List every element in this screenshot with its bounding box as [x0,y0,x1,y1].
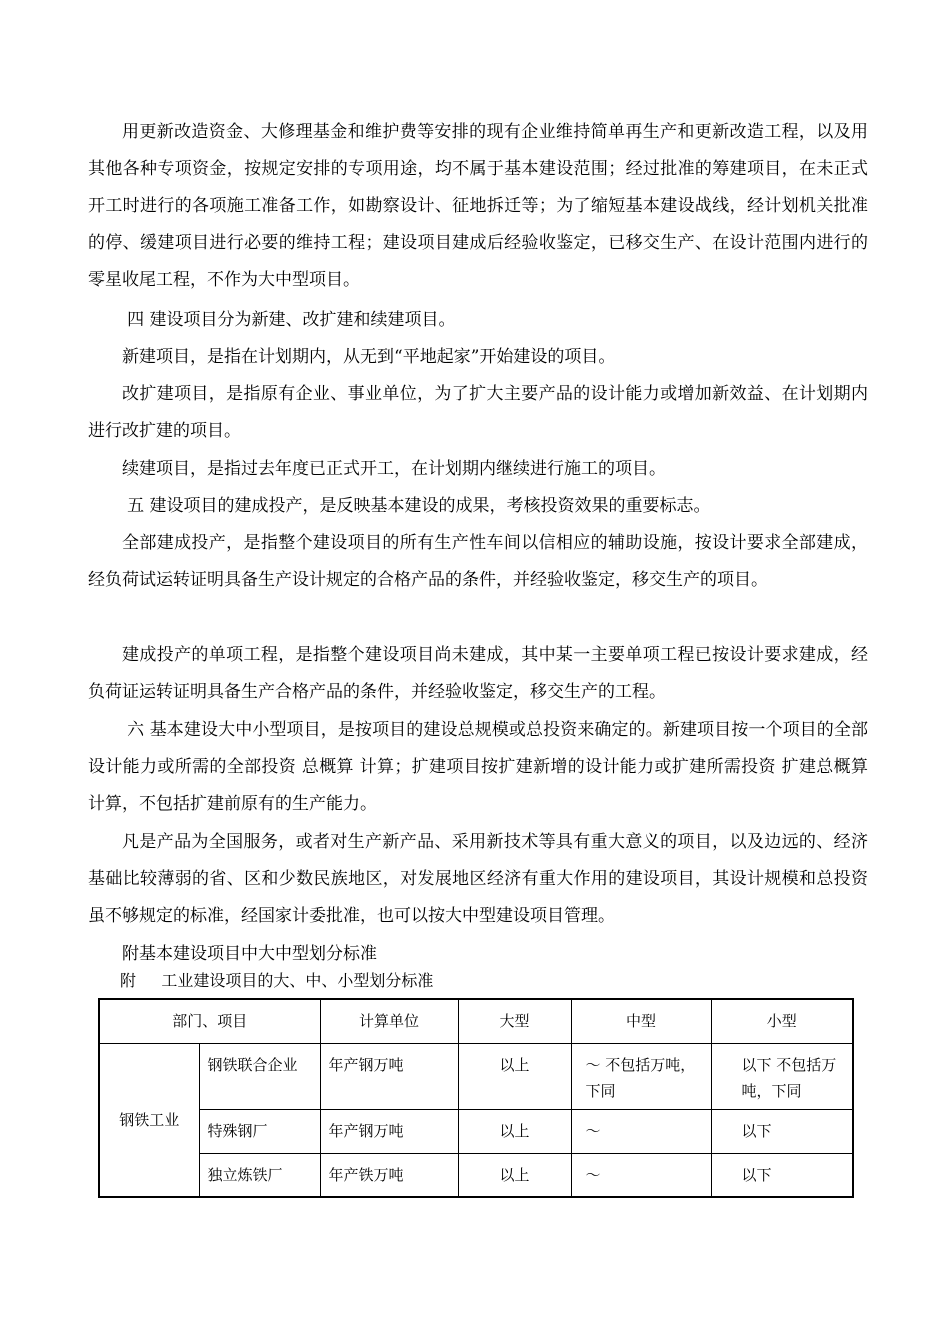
header-large: 大型 [458,999,571,1043]
paragraph-expansion-project: 改扩建项目，是指原有企业、事业单位，为了扩大主要产品的设计能力或增加新效益、在计划期内进行改扩建的项目。 [88,384,868,441]
paragraph-1: 用更新改造资金、大修理基金和维护费等安排的现有企业维持简单再生产和更新改造工程，以及用其他各种专项资金，按规定安排的专项用途，均不属于基本建设范围；经过批准的筹建项目，在未正式开工时进行的各项施工准备工作，如勘察设计、征地拆迁等；为了缩短基本建设战线，经计划机关批准的停、缓建项目进行必要的维持工程；建设项目建成后经验收鉴定，已移交生产、在设计范围内进行的零星收尾工程，不作为大中型项目。 [88,122,868,290]
table-row [99,1109,853,1153]
heading-6: 六 基本建设大中小型项目，是按项目的建设总规模或总投资来确定的。新建项目按一个项目的全部设计能力或所需的全部投资 总概算 计算；扩建项目按扩建新增的设计能力或扩建所需投资 扩建总概算 计算，不包括扩建前原有的生产能力。 [88,720,868,814]
cell-item: 独立炼铁厂 [199,1153,320,1197]
cell-large: 以上 [458,1109,571,1153]
cell-small: 以下 [711,1153,853,1197]
cell-item: 钢铁联合企业 [199,1043,320,1109]
cell-medium: ～ 不包括万吨，下同 [571,1043,711,1109]
cell-large: 以上 [458,1153,571,1197]
header-dept-item: 部门、项目 [99,999,320,1043]
table-caption: 附 工业建设项目的大、中、小型划分标准 [120,971,434,990]
header-unit: 计算单位 [320,999,458,1043]
cell-medium: ～ [571,1109,711,1153]
table-row [99,1043,853,1109]
table-row [99,1153,853,1197]
cell-unit: 年产钢万吨 [320,1109,458,1153]
heading-5: 五 建设项目的建成投产，是反映基本建设的成果，考核投资效果的重要标志。 [127,496,711,516]
cell-medium: ～ [571,1153,711,1197]
cell-unit: 年产钢万吨 [320,1043,458,1109]
heading-4: 四 建设项目分为新建、改扩建和续建项目。 [127,310,456,330]
paragraph-single-project: 建成投产的单项工程，是指整个建设项目尚未建成，其中某一主要单项工程已按设计要求建成，经负荷证运转证明具备生产合格产品的条件，并经验收鉴定，移交生产的工程。 [88,645,868,702]
classification-table [98,998,854,1198]
cell-item: 特殊钢厂 [199,1109,320,1153]
paragraph-full-completion: 全部建成投产，是指整个建设项目的所有生产性车间以信相应的辅助设施，按设计要求全部建成，经负荷试运转证明具备生产设计规定的合格产品的条件，并经验收鉴定，移交生产的项目。 [88,533,868,590]
group-steel-industry: 钢铁工业 [99,1043,199,1197]
cell-small: 以下 [711,1109,853,1153]
paragraph-continuing-project: 续建项目，是指过去年度已正式开工，在计划期内继续进行施工的项目。 [122,459,666,479]
header-small: 小型 [711,999,853,1043]
header-medium: 中型 [571,999,711,1043]
cell-large: 以上 [458,1043,571,1109]
paragraph-new-project: 新建项目，是指在计划期内，从无到“平地起家”开始建设的项目。 [122,347,616,367]
cell-small: 以下 不包括万吨，下同 [711,1043,853,1109]
table-header-row [99,999,853,1043]
appendix-title: 附基本建设项目中大中型划分标准 [122,944,377,964]
cell-unit: 年产铁万吨 [320,1153,458,1197]
paragraph-exceptions: 凡是产品为全国服务，或者对生产新产品、采用新技术等具有重大意义的项目，以及边远的、经济基础比较薄弱的省、区和少数民族地区，对发展地区经济有重大作用的建设项目，其设计规模和总投资虽不够规定的标准，经国家计委批准，也可以按大中型建设项目管理。 [88,832,868,926]
